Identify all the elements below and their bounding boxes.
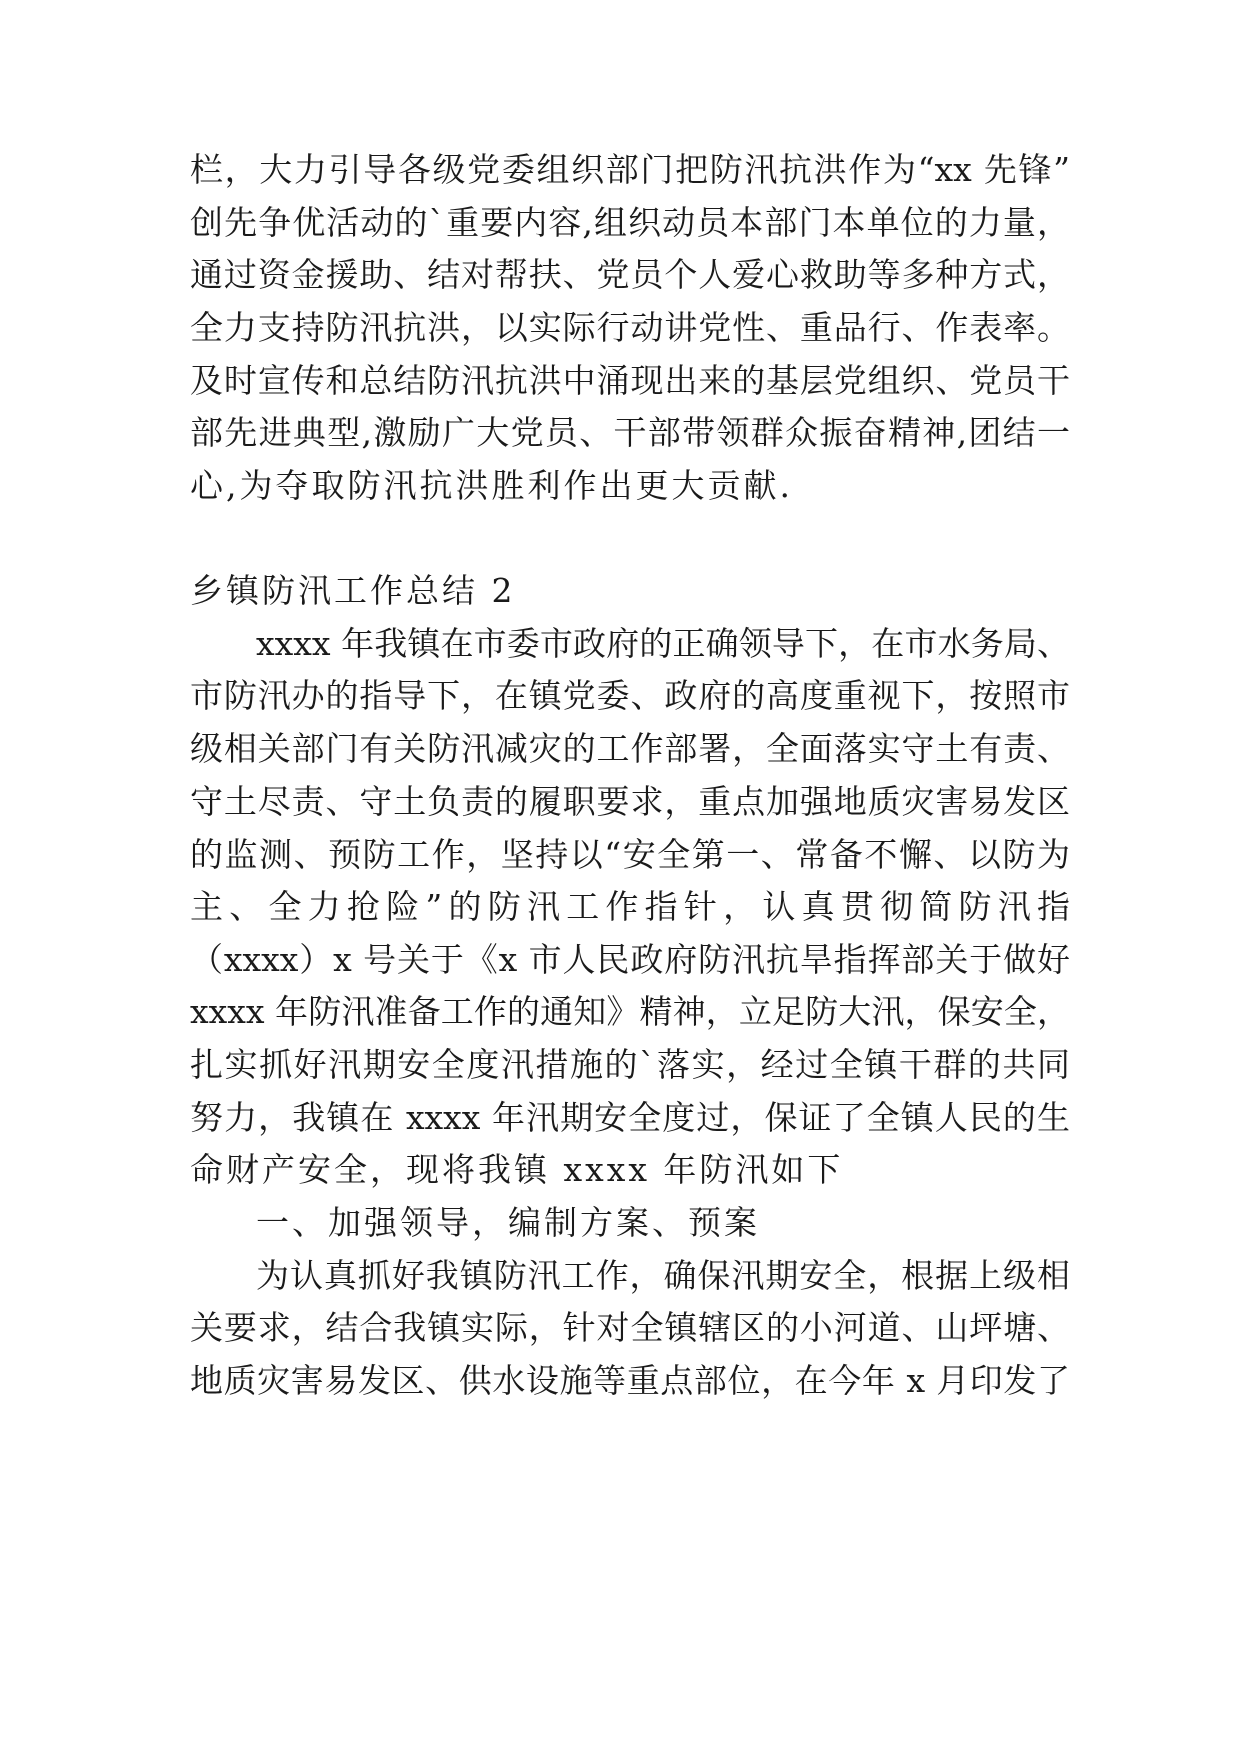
paragraph-line: 主、全力抢险”的防汛工作指针，认真贯彻简防汛指 bbox=[190, 887, 1070, 926]
paragraph-line: 关要求，结合我镇实际，针对全镇辖区的小河道、山坪塘、 bbox=[190, 1308, 1070, 1347]
section-title: 乡镇防汛工作总结 2 bbox=[190, 571, 516, 610]
paragraph-line: 市防汛办的指导下，在镇党委、政府的高度重视下，按照市 bbox=[190, 676, 1070, 715]
paragraph-line: 命财产安全，现将我镇 xxxx 年防汛如下 bbox=[190, 1150, 844, 1189]
paragraph-line: 全力支持防汛抗洪，以实际行动讲党性、重品行、作表率。 bbox=[190, 308, 1070, 347]
paragraph-line: 栏，大力引导各级党委组织部门把防汛抗洪作为“xx 先锋” bbox=[190, 150, 1070, 189]
paragraph-line: 创先争优活动的`重要内容,组织动员本部门本单位的力量， bbox=[190, 203, 1070, 242]
paragraph-line: 地质灾害易发区、供水设施等重点部位，在今年 x 月印发了 bbox=[190, 1361, 1070, 1400]
paragraph-line: 为认真抓好我镇防汛工作，确保汛期安全，根据上级相 bbox=[256, 1256, 1070, 1295]
paragraph-line: 通过资金援助、结对帮扶、党员个人爱心救助等多种方式， bbox=[190, 255, 1070, 294]
paragraph-line: 及时宣传和总结防汛抗洪中涌现出来的基层党组织、党员干 bbox=[190, 361, 1070, 400]
paragraph-line: 部先进典型,激励广大党员、干部带领群众振奋精神,团结一 bbox=[190, 413, 1070, 452]
paragraph-line: 扎实抓好汛期安全度汛措施的`落实，经过全镇干群的共同 bbox=[190, 1045, 1070, 1084]
paragraph-line: xxxx 年防汛准备工作的通知》精神，立足防大汛，保安全， bbox=[190, 992, 1070, 1031]
paragraph-line: 的监测、预防工作，坚持以“安全第一、常备不懈、以防为 bbox=[190, 835, 1070, 874]
section-heading: 一、加强领导，编制方案、预案 bbox=[256, 1203, 760, 1242]
paragraph-line: 努力，我镇在 xxxx 年汛期安全度过，保证了全镇人民的生 bbox=[190, 1098, 1070, 1137]
paragraph-line: xxxx 年我镇在市委市政府的正确领导下，在市水务局、 bbox=[256, 624, 1070, 663]
paragraph-line: 级相关部门有关防汛减灾的工作部署，全面落实守土有责、 bbox=[190, 729, 1070, 768]
paragraph-line: 守土尽责、守土负责的履职要求，重点加强地质灾害易发区 bbox=[190, 782, 1070, 821]
paragraph-line: 心,为夺取防汛抗洪胜利作出更大贡献. bbox=[190, 466, 793, 505]
paragraph-line: （xxxx）x 号关于《x 市人民政府防汛抗旱指挥部关于做好 bbox=[190, 940, 1070, 979]
